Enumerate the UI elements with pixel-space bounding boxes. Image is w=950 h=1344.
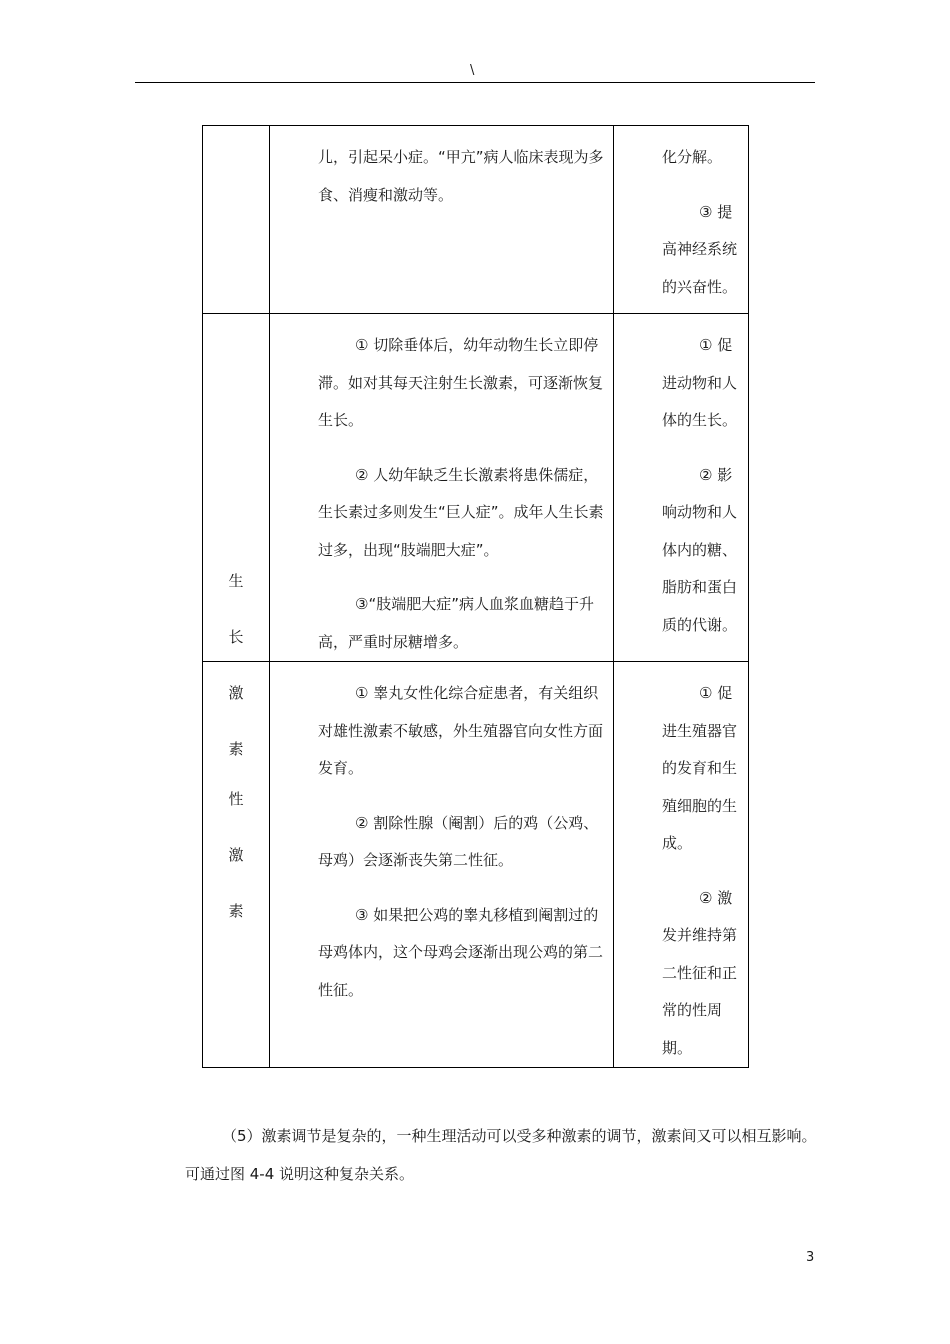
hormone-name-char: 激	[228, 846, 244, 864]
table-row-growth-hormone	[203, 314, 749, 662]
function-text: 化分解。	[662, 148, 723, 166]
function-cell	[614, 662, 749, 1068]
function-text: ① 促进动物和人体的生长。	[662, 336, 738, 429]
symptom-cell	[270, 662, 614, 1068]
page-number: 3	[806, 1250, 815, 1265]
hormone-name-char: 性	[228, 790, 244, 808]
hormone-name-cell	[203, 314, 270, 758]
header-rule	[135, 82, 815, 83]
function-text: ② 影响动物和人体内的糖、脂肪和蛋白质的代谢。	[662, 465, 738, 634]
hormone-name-cell	[203, 126, 270, 314]
symptom-text: ② 人幼年缺乏生长激素将患侏儒症，生长素过多则发生“巨人症”。成年人生长素过多，出现“肢端肥大症”。	[318, 465, 604, 559]
symptom-text: 儿，引起呆小症。“甲亢”病人临床表现为多食、消瘦和激动等。	[318, 148, 604, 204]
symptom-text: ② 割除性腺（阉割）后的鸡（公鸡、母鸡）会逐渐丧失第二性征。	[318, 813, 599, 869]
function-text: ② 激发并维持第二性征和正常的性周期。	[662, 888, 738, 1057]
symptom-cell	[270, 126, 614, 314]
symptom-text: ③“肢端肥大症”病人血浆血糖趋于升高，严重时尿糖增多。	[318, 595, 594, 651]
function-text: ① 促进生殖器官的发育和生殖细胞的生成。	[662, 684, 738, 852]
body-paragraph: （5）激素调节是复杂的，一种生理活动可以受多种激素的调节，激素间又可以相互影响。可通过图 4-4 说明这种复杂关系。	[185, 1127, 817, 1183]
hormone-name-char: 素	[228, 902, 244, 920]
function-cell	[614, 314, 749, 662]
table-row-thyroid-continued	[203, 126, 749, 314]
symptom-text: ③ 如果把公鸡的睾丸移植到阉割过的母鸡体内，这个母鸡会逐渐出现公鸡的第二性征。	[318, 905, 604, 999]
hormone-name-cell	[203, 662, 270, 1068]
table-row-sex-hormone	[203, 662, 749, 1068]
function-cell	[614, 126, 749, 314]
symptom-text: ① 睾丸女性化综合症患者，有关组织对雄性激素不敏感，外生殖器官向女性方面发育。	[318, 684, 604, 777]
header-mark: \	[470, 63, 475, 78]
hormone-name-char: 长	[228, 628, 244, 646]
hormone-name-char: 生	[228, 572, 244, 590]
hormone-table	[202, 125, 749, 1068]
symptom-text: ① 切除垂体后，幼年动物生长立即停滞。如对其每天注射生长激素，可逐渐恢复生长。	[318, 336, 604, 429]
symptom-cell	[270, 314, 614, 662]
function-text: ③ 提高神经系统的兴奋性。	[662, 202, 738, 296]
hormone-name-char: 素	[228, 740, 244, 758]
hormone-name-char: 激	[228, 684, 244, 702]
